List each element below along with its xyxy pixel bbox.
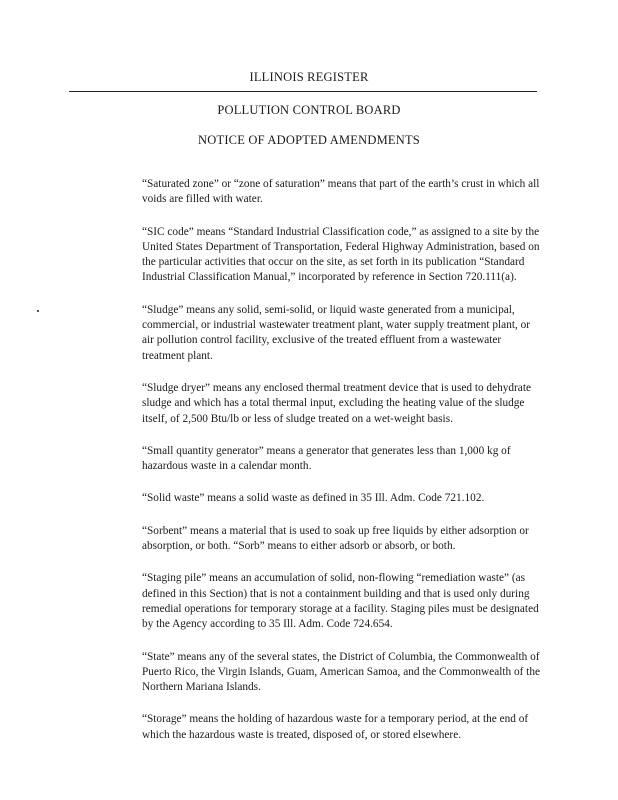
definition-sorbent: “Sorbent” means a material that is used to soak up free liquids by either adsorption or absorption, or both. “Sorb” means to either adsorb or absorb, or both. bbox=[142, 524, 529, 553]
definition-state: “State” means any of the several states, the District of Columbia, the Commonwealth of Puerto Rico, the Virgin Islands, Guam, American Samoa, and the Commonwealth of the Northern Mariana Islands. bbox=[142, 650, 540, 694]
definition-storage: “Storage” means the holding of hazardous waste for a temporary period, at the end of which the hazardous waste is treated, disposed of, or stored elsewhere. bbox=[142, 713, 529, 741]
header-divider bbox=[69, 91, 537, 92]
definition-staging-pile: “Staging pile” means an accumulation of solid, non-flowing “remediation waste” (as defined in this Section) that is not a containment building and that is used only during remedial operations for temporary storage at a facility. Staging piles must be designated by the Agency according to 35 Ill. Adm. Code 724.654. bbox=[142, 572, 539, 631]
register-title: ILLINOIS REGISTER bbox=[249, 70, 369, 84]
definition-sic-code: “SIC code” means “Standard Industrial Classification code,” as assigned to a site by the United States Department of Transportation, Federal Highway Administration, based on the particular activities that occur on the site, as set forth in its publication “Standard Industrial Classification Manual,” incorporated by reference in Section 720.111(a). bbox=[142, 225, 540, 284]
definition-sludge: “Sludge” means any solid, semi-solid, or liquid waste generated from a municipal, commercial, or industrial wastewater treatment plant, water supply treatment plant, or air pollution control facility, exclusive of the treated effluent from a wastewater treatment plant. bbox=[142, 303, 531, 362]
definition-solid-waste: “Solid waste” means a solid waste as defined in 35 Ill. Adm. Code 721.102. bbox=[142, 492, 485, 505]
definition-sludge-dryer: “Sludge dryer” means any enclosed thermal treatment device that is used to dehydrate sludge and which has a total thermal input, excluding the heating value of the sludge itself, of 2,500 Btu/lb or less of sludge treated on a wet-weight basis. bbox=[142, 381, 531, 425]
definition-saturated-zone: “Saturated zone” or “zone of saturation” means that part of the earth’s crust in which all voids are filled with water. bbox=[142, 178, 540, 206]
definitions-list bbox=[142, 177, 542, 760]
scan-speck bbox=[37, 310, 39, 312]
board-name: POLLUTION CONTROL BOARD bbox=[217, 103, 401, 117]
notice-heading: NOTICE OF ADOPTED AMENDMENTS bbox=[198, 133, 420, 147]
definition-small-quantity-generator: “Small quantity generator” means a generator that generates less than 1,000 kg of hazardous waste in a calendar month. bbox=[142, 444, 511, 473]
